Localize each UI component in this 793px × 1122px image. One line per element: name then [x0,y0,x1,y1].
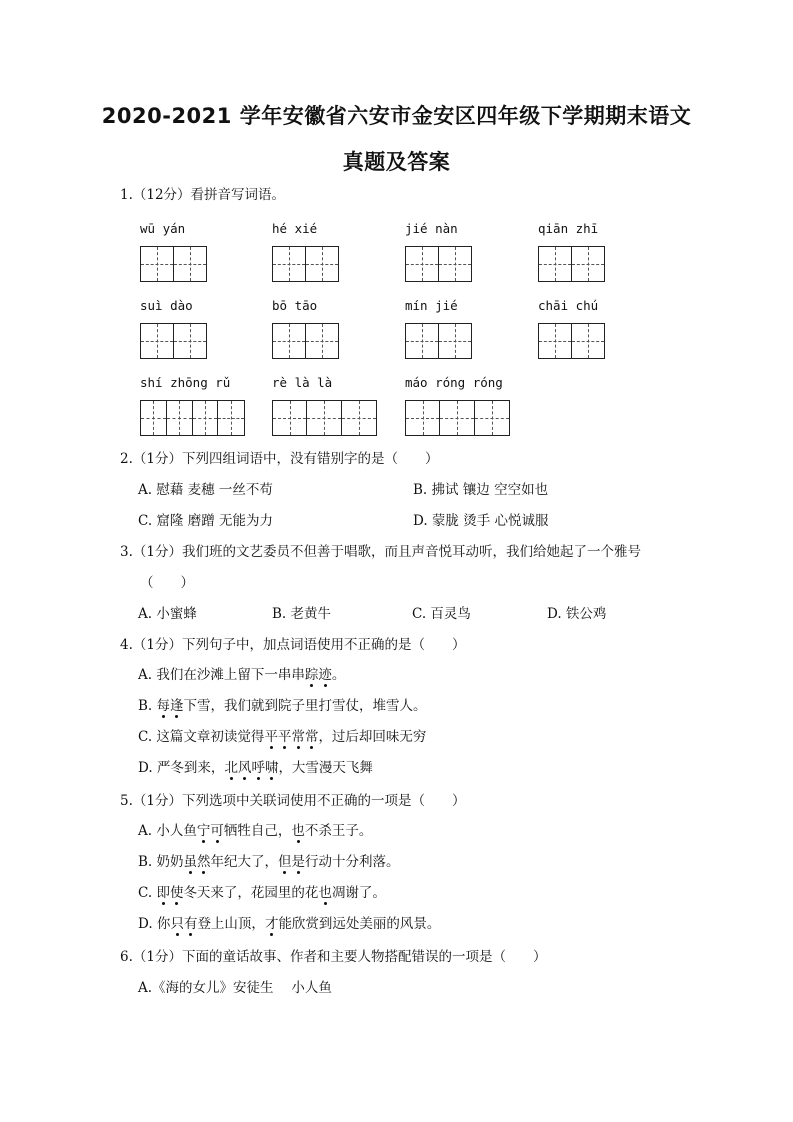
pinyin-label: qiān zhī [538,221,599,236]
emphasis-dot-char: 才 [264,916,279,932]
emphasis-dot-char: 平 [277,729,292,745]
writing-grid[interactable] [272,400,377,436]
q5-option-b[interactable]: B. 奶奶虽然年纪大了，但是行动十分利落。 [138,854,400,870]
page-title-line-1: 2020-2021 学年安徽省六安市金安区四年级下学期期末语文 [101,104,692,128]
dotted-word [184,854,211,870]
pinyin-label: bō tāo [272,298,318,313]
emphasis-dot-char: 踪 [304,667,319,683]
writing-grid[interactable] [538,323,605,359]
emphasis-dot-char: 逢 [170,698,184,714]
q5-option-c[interactable]: C. 即使冬天来了，花园里的花也凋谢了。 [138,885,386,901]
q4-option-c[interactable]: C. 这篇文章初读觉得平平常常，过后却回味无穷 [138,729,427,745]
pinyin-label: suì dào [140,298,193,313]
writing-grid[interactable] [405,246,472,282]
pinyin-label: jié nàn [405,221,458,236]
q5-stem: 5.（1分）下列选项中关联词使用不正确的一项是（ ） [120,793,466,809]
emphasis-dot-char: 风 [237,760,252,776]
emphasis-dot-char: 每 [156,698,171,714]
q3-answer-paren: （ ） [140,575,194,591]
emphasis-dot-char: 迹 [318,667,332,683]
pinyin-label: wū yán [140,221,186,236]
dotted-word [264,729,318,745]
pinyin-label: máo róng róng [405,375,503,390]
q6-option-a[interactable]: A.《海的女儿》安徒生 小人鱼 [138,980,332,996]
pinyin-label: mín jié [405,298,458,313]
dotted-word [156,885,183,901]
q1-stem: 1.（12分）看拼音写词语。 [120,187,286,203]
q2-option-b[interactable]: B. 拂试 镶边 空空如也 [413,482,549,498]
writing-grid[interactable] [538,246,605,282]
dotted-word [157,698,184,714]
emphasis-dot-char: 平 [264,729,278,745]
emphasis-dot-char: 宁 [196,823,211,839]
emphasis-dot-char: 也 [318,885,332,901]
page-title-line-2: 真题及答案 [342,150,451,174]
writing-grid[interactable] [405,400,510,436]
emphasis-dot-char: 呼 [251,760,265,776]
writing-grid[interactable] [405,323,472,359]
emphasis-dot-char: 可 [210,823,224,839]
emphasis-dot-char: 常 [291,729,305,745]
emphasis-dot-char: 即 [156,885,170,901]
dotted-word [278,854,305,870]
q5-option-a[interactable]: A. 小人鱼宁可牺牲自己，也不杀王子。 [138,823,373,839]
emphasis-dot-char: 虽 [183,854,198,870]
writing-grid[interactable] [140,323,207,359]
dotted-word [291,823,305,839]
writing-grid[interactable] [272,323,339,359]
emphasis-dot-char: 但 [278,854,292,870]
emphasis-dot-char: 使 [169,885,184,901]
dotted-word [265,916,279,932]
emphasis-dot-char: 北 [224,760,238,776]
emphasis-dot-char: 常 [304,729,319,745]
q6-stem: 6.（1分）下面的童话故事、作者和主要人物搭配错误的一项是（ ） [120,949,547,965]
q3-option-d[interactable]: D. 铁公鸡 [547,606,607,622]
writing-grid[interactable] [272,246,339,282]
q3-option-a[interactable]: A. 小蜜蜂 [138,606,197,622]
writing-grid[interactable] [140,246,207,282]
q3-option-b[interactable]: B. 老黄牛 [272,606,332,622]
emphasis-dot-char: 有 [183,916,198,932]
pinyin-label: hé xié [272,221,318,236]
emphasis-dot-char: 也 [291,823,305,839]
q4-option-a[interactable]: A. 我们在沙滩上留下一串串踪迹。 [138,667,346,683]
emphasis-dot-char: 啸 [264,760,279,776]
q2-option-c[interactable]: C. 窟隆 磨蹭 无能为力 [138,513,274,529]
pinyin-label: chāi chú [538,298,599,313]
emphasis-dot-char: 只 [170,916,184,932]
q4-option-d[interactable]: D. 严冬到来，北风呼啸，大雪漫天飞舞 [138,760,373,776]
dotted-word [197,823,224,839]
q4-stem: 4.（1分）下列句子中，加点词语使用不正确的是（ ） [120,637,466,653]
q2-option-a[interactable]: A. 慰藉 麦穗 一丝不苟 [138,482,273,498]
q2-stem: 2.（1分）下列四组词语中，没有错别字的是（ ） [120,451,439,467]
dotted-word [305,667,332,683]
pinyin-label: rè là là [272,375,333,390]
emphasis-dot-char: 然 [197,854,211,870]
q3-stem: 3.（1分）我们班的文艺委员不但善于唱歌，而且声音悦耳动听，我们给她起了一个雅号 [120,544,641,560]
emphasis-dot-char: 是 [291,854,306,870]
q3-option-c[interactable]: C. 百灵鸟 [412,606,471,622]
dotted-word [224,760,278,776]
dotted-word [170,916,197,932]
q4-option-b[interactable]: B. 每逢下雪，我们就到院子里打雪仗，堆雪人。 [138,698,427,714]
q5-option-d[interactable]: D. 你只有登上山顶，才能欣赏到远处美丽的风景。 [138,916,441,932]
writing-grid[interactable] [140,400,245,436]
dotted-word [318,885,332,901]
pinyin-label: shí zhōng rǔ [140,375,231,390]
q2-option-d[interactable]: D. 蒙胧 烫手 心悦诚服 [413,513,549,529]
